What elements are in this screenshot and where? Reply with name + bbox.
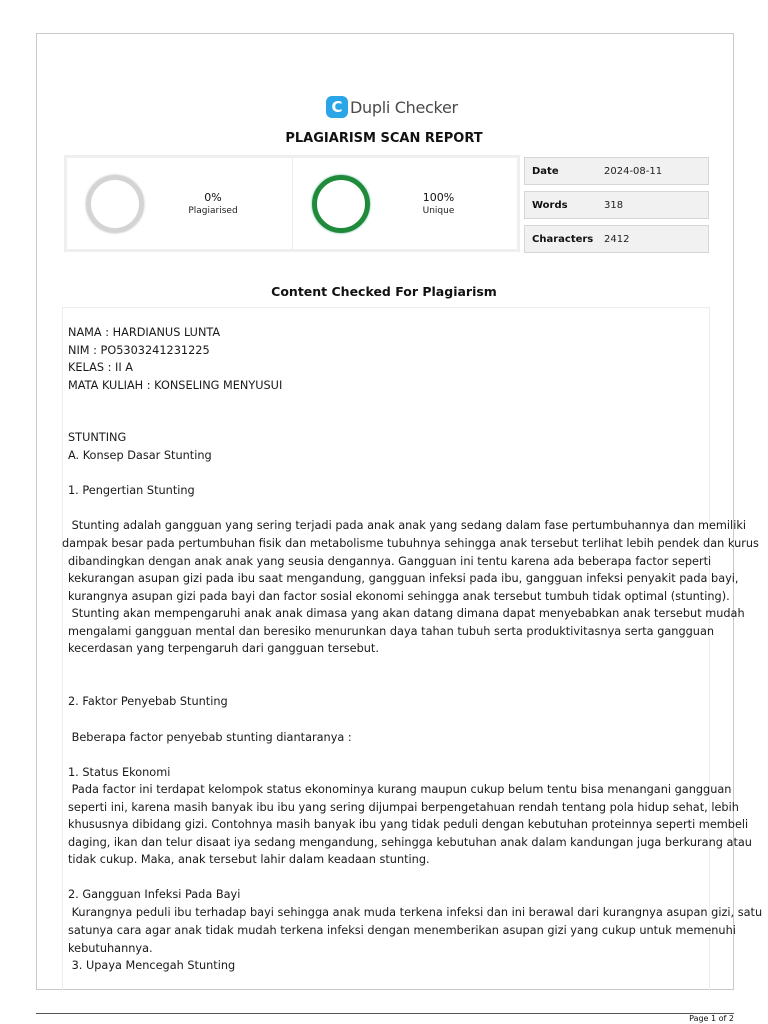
stat-value: 2412 (604, 233, 630, 245)
scan-summary (64, 155, 520, 252)
logo-c-icon: C (326, 96, 348, 118)
content-line: 1. Status Ekonomi (68, 766, 171, 779)
unique-percent: 100% (422, 191, 455, 204)
plagiarised-ring-icon (86, 175, 144, 233)
stat-words (524, 191, 709, 219)
content-line: STUNTING (68, 431, 127, 444)
plagiarised-cell (67, 158, 292, 249)
content-line: MATA KULIAH : KONSELING MENYUSUI (68, 379, 283, 392)
content-line: tidak cukup. Maka, anak tersebut lahir dalam keadaan stunting. (68, 853, 430, 866)
content-line: 2. Faktor Penyebab Stunting (68, 695, 228, 708)
content-line: KELAS : II A (68, 361, 133, 374)
stat-date (524, 157, 709, 185)
content-line: A. Konsep Dasar Stunting (68, 449, 212, 462)
content-line: mengalami gangguan mental dan beresiko menurunkan daya tahan tubuh serta produktivitasnya serta gangguan (68, 625, 715, 638)
unique-label: Unique (422, 206, 455, 216)
content-line: daging, ikan dan telur disaat iya sedang mengandung, sehingga kebutuhan anak dalam kandungan juga berkurang atau (68, 836, 752, 849)
content-line: 1. Pengertian Stunting (68, 484, 195, 497)
page-number: Page 1 of 2 (689, 1014, 734, 1023)
content-line: Kurangnya peduli ibu terhadap bayi sehingga anak muda terkena infeksi dan ini berawal dari kurangnya asupan gizi, satu (68, 906, 763, 919)
stat-value: 2024-08-11 (604, 165, 663, 177)
content-line: Pada factor ini terdapat kelompok status ekonominya kurang maupun cukup belum tentu bisa menangani gangguan (68, 783, 732, 796)
footer-divider (36, 1013, 734, 1014)
content-line: 2. Gangguan Infeksi Pada Bayi (68, 888, 241, 901)
dupli-checker-logo (326, 95, 458, 119)
stat-characters (524, 225, 709, 253)
content-line: Beberapa factor penyebab stunting diantaranya : (68, 731, 352, 744)
content-line: kekurangan asupan gizi pada ibu saat mengandung, gangguan infeksi pada ibu, gangguan infeksi penyakit pada bayi, (68, 572, 739, 585)
content-line: Stunting akan mempengaruhi anak anak dimasa yang akan datang dimana dapat menyebabkan anak tersebut mudah (68, 607, 745, 620)
report-title: PLAGIARISM SCAN REPORT (285, 131, 483, 146)
logo-text: Dupli Checker (350, 97, 458, 117)
stat-label: Words (532, 199, 568, 211)
content-line: Stunting adalah gangguan yang sering terjadi pada anak anak yang sedang dalam fase pertumbuhannya dan memiliki (68, 519, 747, 532)
content-line: dampak besar pada pertumbuhan fisik dan metabolisme tubuhnya sehingga anak tersebut terlihat lebih pendek dan kurus (62, 537, 759, 550)
content-line: satunya cara agar anak tidak mudah terkena infeksi dengan menemberikan asupan gizi yang cukup untuk memenuhi (68, 924, 736, 937)
stat-label: Date (532, 165, 559, 177)
content-section-title: Content Checked For Plagiarism (271, 284, 497, 299)
content-line: kurangnya asupan gizi pada bayi dan factor sosial ekonomi sehingga anak tersebut tumbuh tidak optimal (stunting). (68, 590, 730, 603)
stat-label: Characters (532, 233, 594, 245)
plagiarised-label: Plagiarised (188, 206, 238, 216)
content-line: 3. Upaya Mencegah Stunting (68, 959, 236, 972)
plagiarised-percent: 0% (204, 191, 222, 204)
content-line: seperti ini, karena masih banyak ibu ibu yang sering dijumpai berpengetahuan rendah tentang pola hidup sehat, lebih (68, 801, 739, 814)
content-line: NAMA : HARDIANUS LUNTA (68, 326, 221, 339)
content-line: khususnya dibidang gizi. Contohnya masih banyak ibu yang tidak peduli dengan kebutuhan proteinnya seperti membeli (68, 818, 749, 831)
unique-ring-icon (312, 175, 370, 233)
unique-cell (292, 158, 518, 249)
content-line: dibandingkan dengan anak anak yang seusia dengannya. Gangguan ini tentu karena ada beberapa factor seperti (68, 555, 712, 568)
content-line: kecerdasan yang terpengaruh dari gangguan tersebut. (68, 642, 379, 655)
content-line: NIM : PO5303241231225 (68, 344, 210, 357)
stat-value: 318 (604, 199, 624, 211)
content-line: kebutuhannya. (68, 942, 153, 955)
